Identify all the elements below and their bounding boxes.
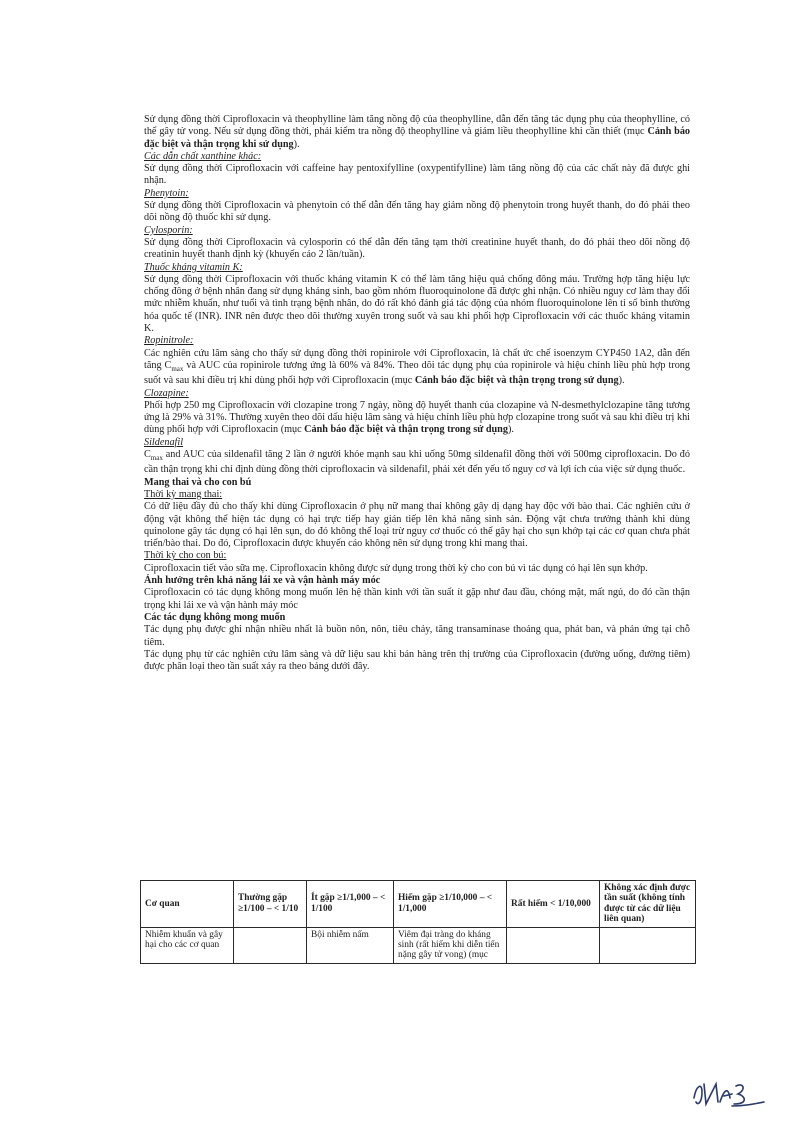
paragraph-text: Có dữ liệu đầy đủ cho thấy khi dùng Ciprofloxacin ở phụ nữ mang thai không gây dị dạng hay độc với bào thai. Các nghiên cứu ở động vật không thể hiện tác dụng có hại trực tiếp hay gián tiếp lên khả năng sinh sản. Động vật chưa trưởng thành khi dùng quinolone gây tác dụng có hại lên sụn, do đó không thể loại trừ nguy cơ thuốc có thể gây hại cho sụn khớp tại các cơ quan chưa phát triển/bào thai. Do đó, Ciprofloxacin được khuyến cáo không nên sử dụng trong khi mang thai. — [144, 501, 690, 550]
bold-reference: Cảnh báo đặc biệt và thận trọng trong sử dụng — [414, 375, 619, 387]
table-cell — [507, 927, 600, 963]
paragraph-text: và AUC của ropinirole tương ứng là 60% và 84%. Theo dõi tác dụng phụ của ropinirole và hiệu chỉnh liều phù hợp trong suốt và sau khi điều trị khi dùng phối hợp với Ciprofloxacin (mục — [144, 359, 690, 387]
paragraph — [144, 237, 690, 262]
paragraph-text: Tác dụng phụ được ghi nhận nhiều nhất là buồn nôn, nôn, tiêu chảy, tăng transaminase thoáng qua, phát ban, và phản ứng tại chỗ tiêm. — [144, 624, 690, 648]
subscript: max — [171, 364, 184, 373]
paragraph — [144, 200, 690, 225]
paragraph-text: Phối hợp 250 mg Ciprofloxacin với clozapine trong 7 ngày, nồng độ huyết thanh của clozapine và N-desmethylclozapine tăng tương ứng là 29% và 31%. Thường xuyên theo dõi dấu hiệu lâm sàng và hiệu chỉnh liều phù hợp clozapine trong suốt và sau khi điều trị khi dùng phối hợp với Ciprofloxacin (mục — [144, 399, 690, 436]
header-very-rare: Rất hiếm < 1/10,000 — [507, 881, 600, 928]
table-cell: Bội nhiễm nấm — [307, 927, 394, 963]
paragraph-text: Sử dụng đồng thời Ciprofloxacin và cylosporin có thể dẫn đến tăng tạm thời creatinine huyết thanh, do đó phải theo dõi nồng độ creatinin huyết thanh định kỳ (khuyến cáo 2 lần/tuần). — [144, 236, 690, 261]
subsection-heading: Các dẫn chất xanthine khác: — [144, 150, 262, 162]
subscript: max — [150, 454, 163, 463]
table-cell: Viêm đại tràng do kháng sinh (rất hiếm khi diễn tiến nặng gây tử vong) (mục — [394, 927, 507, 963]
subsection-heading: Thuốc kháng vitamin K: — [144, 261, 243, 273]
paragraph — [144, 449, 690, 477]
paragraph-text: ). — [293, 138, 300, 150]
paragraph-text: ). — [618, 375, 625, 387]
subsection-heading: Ropinitrole: — [144, 335, 194, 347]
header-unknown: Không xác định được tần suất (không tính được từ các dữ liệu liên quan) — [600, 881, 696, 928]
subsection-heading: Cylosporin: — [144, 224, 193, 236]
document-body — [144, 114, 690, 673]
paragraph-text: C — [144, 449, 151, 461]
paragraph-text: Ciprofloxacin có tác dụng không mong muốn lên hệ thần kinh với tần suất ít gặp như đau đầu, chóng mặt, mất ngủ, do đó cần thận trọng khi lái xe và vận hành máy móc — [144, 587, 690, 611]
table-cell — [234, 927, 307, 963]
table-cell: Nhiễm khuẩn và gây hại cho các cơ quan — [141, 927, 234, 963]
paragraph — [144, 163, 690, 188]
table-row — [141, 927, 696, 963]
paragraph-text: Sử dụng đồng thời Ciprofloxacin và phenytoin có thể dẫn đến tăng hay giảm nồng độ phenytoin trong huyết thanh, do đó phải theo dõi nồng độ thuốc khi sử dụng. — [144, 200, 690, 224]
subsection-heading: Thời kỳ cho con bú: — [144, 550, 227, 562]
signature-mark — [688, 1076, 768, 1112]
paragraph-text: Sử dụng đồng thời Ciprofloxacin với caffeine hay pentoxifylline (oxypentifylline) làm tăng nồng độ của các chất này đã được ghi nhận. — [144, 163, 690, 187]
header-uncommon: Ít gặp ≥1/1,000 – < 1/100 — [307, 881, 394, 928]
subsection-heading: Phenytoin: — [144, 187, 189, 199]
subsection-heading: Thời kỳ mang thai: — [144, 488, 223, 500]
paragraph — [144, 348, 690, 388]
paragraph-text: ). — [507, 424, 514, 436]
paragraph-text: Sử dụng đồng thời Ciprofloxacin và theophylline làm tăng nồng độ của theophylline, dẫn đến tăng tác dụng phụ của theophylline, có thể gây tử vong. Nếu sử dụng đồng thời, phải kiểm tra nồng độ theophylline và giảm liều theophylline khi cần thiết (mục — [144, 114, 690, 138]
header-rare: Hiếm gặp ≥1/10,000 – < 1/1,000 — [394, 881, 507, 928]
paragraph-text: Các nghiên cứu lâm sàng cho thấy sử dụng đồng thời ropinirole với Ciprofloxacin, là chất ức chế isoenzym CYP450 1A2, dẫn đến tăng C — [144, 347, 690, 371]
table-header-row — [141, 881, 696, 928]
paragraph — [144, 563, 690, 575]
bold-reference: Cảnh báo đặc biệt và thận trọng khi sử dụng — [144, 126, 691, 150]
paragraph — [144, 400, 690, 437]
paragraph — [144, 501, 690, 550]
adverse-effects-table — [140, 880, 696, 964]
paragraph-text: Ciprofloxacin tiết vào sữa mẹ. Ciprofloxacin không được sử dụng trong thời kỳ cho con bú vì tác dụng có hại lên sụn khớp. — [144, 562, 648, 574]
table-cell — [600, 927, 696, 963]
section-heading: Mang thai và cho con bú — [144, 476, 252, 488]
section-heading: Ảnh hưởng trên khả năng lái xe và vận hành máy móc — [144, 575, 381, 587]
paragraph — [144, 114, 690, 151]
subsection-heading: Sildenafil — [144, 436, 184, 448]
paragraph — [144, 274, 690, 335]
header-common: Thường gặp ≥1/100 – < 1/10 — [234, 881, 307, 928]
paragraph — [144, 624, 690, 649]
paragraph-text: Sử dụng đồng thời Ciprofloxacin với thuốc kháng vitamin K có thể làm tăng hiệu quả chống đông máu. Trường hợp tăng hiệu lực chống đông ở bệnh nhân đang sử dụng kháng sinh, bao gồm nhóm fluoroquinolone đã được ghi nhận. Có nhiều nguy cơ làm thay đổi mức nhiễm khuẩn, như tuổi và tình trạng bệnh nhân, do đó rất khó đánh giá tác động của nhóm fluoroquinolone lên tỉ số bình thường hóa quốc tế (INR). INR nên được theo dõi thường xuyên trong suốt và sau khi phối hợp Ciprofloxacin với các thuốc kháng vitamin K. — [144, 273, 690, 335]
paragraph — [144, 649, 690, 674]
header-organ: Cơ quan — [141, 881, 234, 928]
paragraph-text: and AUC của sildenafil tăng 2 lần ở người khỏe mạnh sau khi uống 50mg sildenafil đồng thời với 500mg ciprofloxacin. Do đó cần thận trọng khi chỉ định dùng đồng thời ciprofloxacin và sildenafil, phải xét đến yếu tố nguy cơ và lợi ích của việc sử dụng thuốc. — [144, 449, 690, 476]
paragraph — [144, 587, 690, 612]
section-heading: Các tác dụng không mong muốn — [144, 611, 286, 623]
paragraph-text: Tác dụng phụ từ các nghiên cứu lâm sàng và dữ liệu sau khi bán hàng trên thị trường của Ciprofloxacin (đường uống, đường tiêm) được phân loại theo tần suất xảy ra theo bảng dưới đây. — [144, 648, 690, 673]
bold-reference: Cảnh báo đặc biệt và thận trọng trong sử dụng — [304, 424, 508, 436]
subsection-heading: Clozapine: — [144, 387, 189, 399]
